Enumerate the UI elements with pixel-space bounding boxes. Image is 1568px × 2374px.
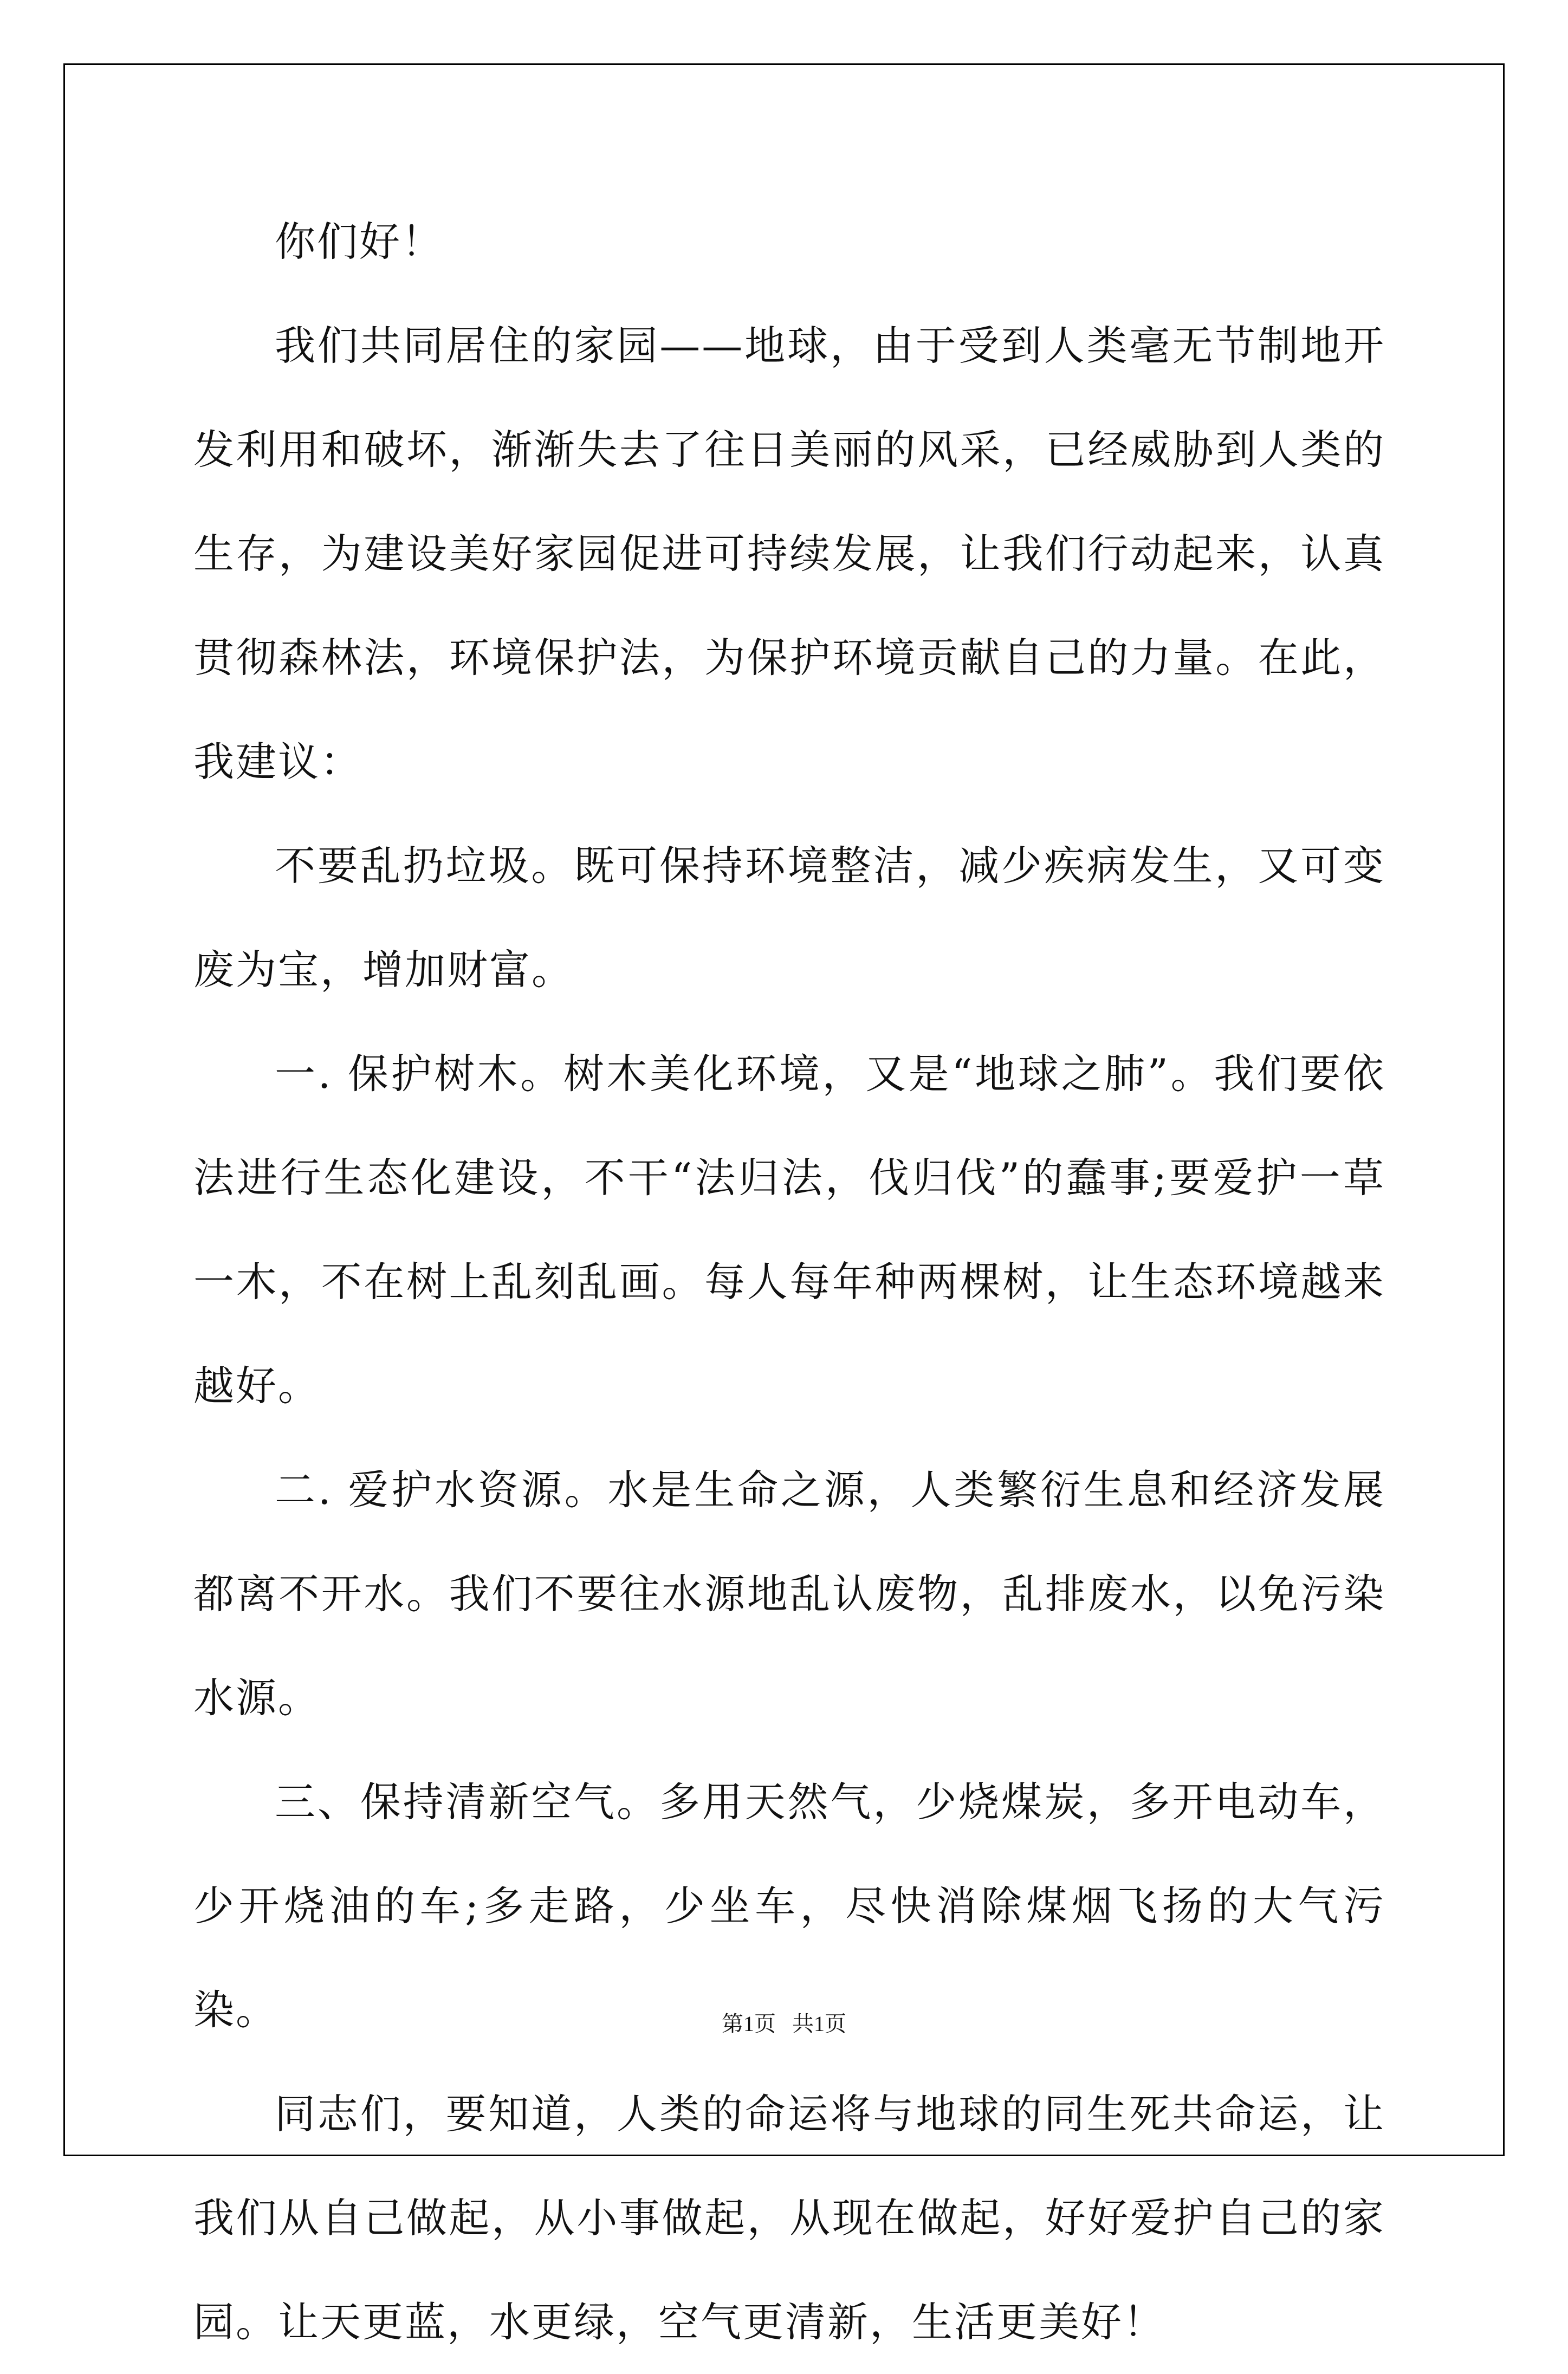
paragraph-trees: 一. 保护树木。树木美化环境，又是“地球之肺”。我们要依法进行生态化建设，不干“法归法，伐归伐”的蠢事;要爱护一草一木，不在树上乱刻乱画。每人每年种两棵树，让生态环境越来越好。 [193,1050,1385,1410]
document-body [193,190,1385,2374]
paragraph-closing: 同志们，要知道，人类的命运将与地球的同生死共命运，让我们从自己做起，从小事做起，从现在做起，好好爱护自己的家园。让天更蓝，水更绿，空气更清新，生活更美好！ [193,2090,1385,2346]
paragraph-intro: 我们共同居住的家园——地球，由于受到人类毫无节制地开发利用和破坏，渐渐失去了往日美丽的风采，已经威胁到人类的生存，为建设美好家园促进可持续发展，让我们行动起来，认真贯彻森林法，环境保护法，为保护环境贡献自己的力量。在此，我建议： [193,322,1385,786]
paragraph-greeting: 你们好！ [275,218,444,265]
paragraph-litter: 不要乱扔垃圾。既可保持环境整洁，减少疾病发生，又可变废为宝，增加财富。 [193,842,1385,994]
paragraph-water: 二. 爱护水资源。水是生命之源，人类繁衍生息和经济发展都离不开水。我们不要往水源地乱认废物，乱排废水，以免污染水源。 [193,1466,1385,1722]
paragraph-air: 三、保持清新空气。多用天然气，少烧煤炭，多开电动车，少开烧油的车;多走路，少坐车，尽快消除煤烟飞扬的大气污染。 [193,1778,1385,2034]
page-footer: 第1页 共1页 [722,2012,846,2036]
